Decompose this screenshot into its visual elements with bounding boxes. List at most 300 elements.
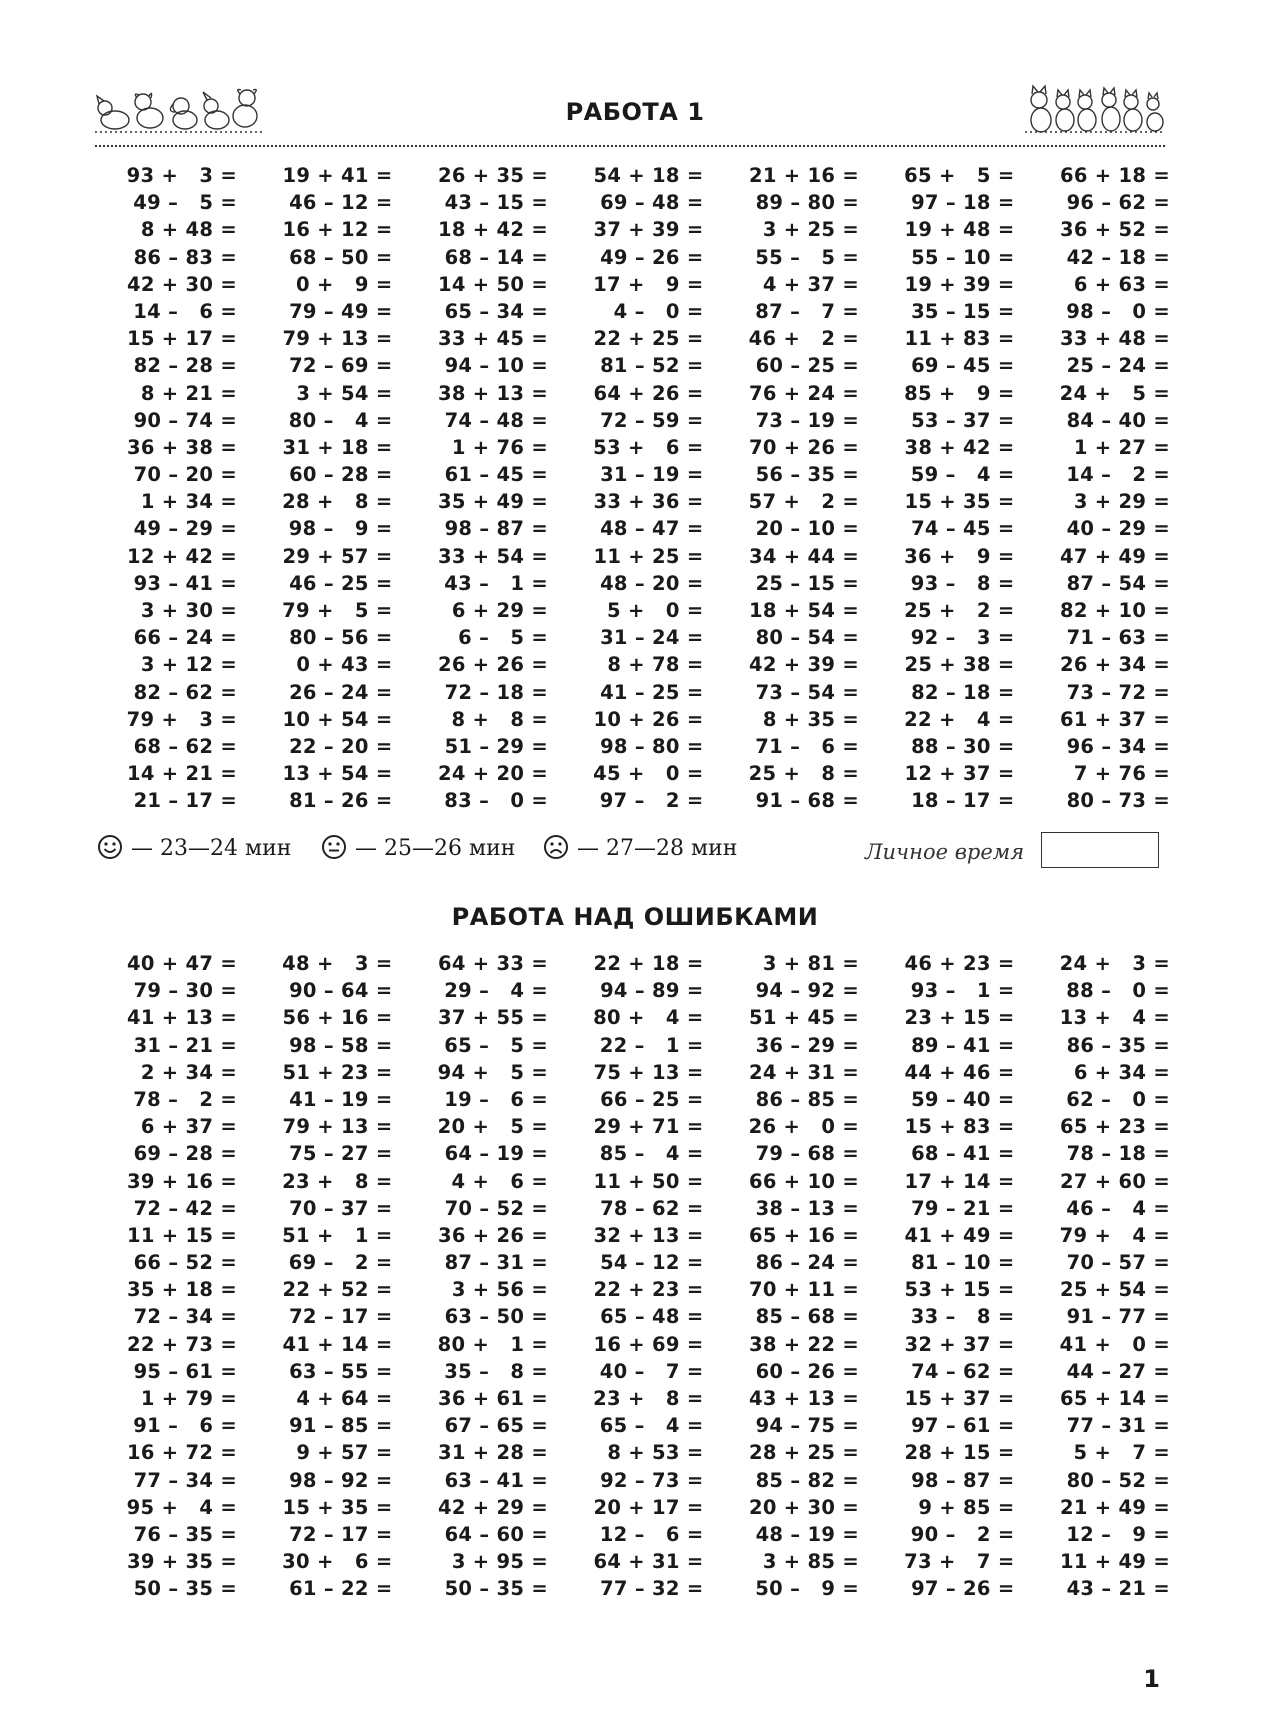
exercise: 10 + 26 = bbox=[593, 707, 704, 731]
exercise: 81 – 52 = bbox=[600, 354, 704, 378]
exercise: 68 – 50 = bbox=[289, 245, 393, 269]
exercise: 70 – 52 = bbox=[444, 1196, 548, 1220]
exercise: 97 – 2 = bbox=[599, 789, 704, 813]
exercise: 79 + 4 = bbox=[1059, 1223, 1170, 1247]
exercise: 85 – 82 = bbox=[755, 1468, 859, 1492]
exercise: 97 – 18 = bbox=[911, 191, 1015, 215]
exercise: 37 + 55 = bbox=[437, 1006, 548, 1030]
exercise: 20 + 5 = bbox=[437, 1115, 548, 1139]
exercise: 19 + 48 = bbox=[904, 218, 1015, 242]
exercise: 41 + 13 = bbox=[126, 1006, 237, 1030]
exercise: 22 + 73 = bbox=[126, 1332, 237, 1356]
exercise: 11 + 49 = bbox=[1059, 1550, 1170, 1574]
exercise: 15 + 35 = bbox=[904, 490, 1015, 514]
work1-column bbox=[97, 162, 237, 815]
exercise: 20 – 10 = bbox=[755, 517, 859, 541]
exercise: 3 + 85 = bbox=[762, 1550, 859, 1574]
exercise: 29 + 57 = bbox=[282, 544, 393, 568]
smile-face-icon bbox=[97, 834, 123, 860]
exercise: 12 – 9 = bbox=[1066, 1522, 1170, 1546]
exercise: 59 – 4 = bbox=[910, 463, 1015, 487]
exercise: 36 – 29 = bbox=[755, 1033, 859, 1057]
exercise: 8 + 78 = bbox=[607, 653, 704, 677]
exercise: 26 – 24 = bbox=[289, 680, 393, 704]
exercise: 14 – 2 = bbox=[1066, 463, 1170, 487]
exercise: 27 + 60 = bbox=[1059, 1169, 1170, 1193]
exercise: 59 – 40 = bbox=[911, 1087, 1015, 1111]
exercise: 82 – 28 = bbox=[133, 354, 237, 378]
exercise: 24 + 20 = bbox=[437, 762, 548, 786]
exercise: 14 + 50 = bbox=[437, 272, 548, 296]
exercise: 82 – 18 = bbox=[911, 680, 1015, 704]
exercise: 17 + 14 = bbox=[904, 1169, 1015, 1193]
exercise: 90 – 64 = bbox=[289, 979, 393, 1003]
exercise: 93 – 1 = bbox=[910, 979, 1015, 1003]
exercise: 33 + 36 = bbox=[593, 490, 704, 514]
exercise: 42 + 29 = bbox=[437, 1495, 548, 1519]
exercise: 46 + 23 = bbox=[904, 952, 1015, 975]
exercise: 61 – 22 = bbox=[289, 1577, 393, 1601]
exercise: 31 + 18 = bbox=[282, 435, 393, 459]
exercise: 33 – 8 = bbox=[910, 1305, 1015, 1329]
exercise: 46 – 4 = bbox=[1066, 1196, 1170, 1220]
exercise: 72 – 42 = bbox=[133, 1196, 237, 1220]
exercise: 50 – 35 = bbox=[444, 1577, 548, 1601]
exercise: 34 + 44 = bbox=[748, 544, 859, 568]
exercise: 42 + 39 = bbox=[748, 653, 859, 677]
exercise: 70 – 57 = bbox=[1066, 1251, 1170, 1275]
work-1-exercises bbox=[97, 162, 1170, 818]
exercise: 66 + 18 = bbox=[1059, 164, 1170, 187]
exercise: 31 – 21 = bbox=[133, 1033, 237, 1057]
exercise: 92 – 3 = bbox=[910, 626, 1015, 650]
exercise: 79 + 13 = bbox=[282, 327, 393, 351]
exercise: 92 – 73 = bbox=[600, 1468, 704, 1492]
exercise: 65 – 48 = bbox=[600, 1305, 704, 1329]
exercise: 86 – 24 = bbox=[755, 1251, 859, 1275]
errors-column bbox=[719, 950, 859, 1603]
exercise: 22 – 20 = bbox=[289, 734, 393, 758]
exercise: 78 – 62 = bbox=[600, 1196, 704, 1220]
exercise: 94 – 75 = bbox=[755, 1414, 859, 1438]
exercise: 73 – 19 = bbox=[755, 408, 859, 432]
exercise: 40 – 7 = bbox=[599, 1359, 704, 1383]
exercise: 48 – 20 = bbox=[600, 571, 704, 595]
exercise: 53 + 15 = bbox=[904, 1278, 1015, 1302]
exercise: 36 + 52 = bbox=[1059, 218, 1170, 242]
exercise: 66 + 10 = bbox=[748, 1169, 859, 1193]
exercise: 49 – 29 = bbox=[133, 517, 237, 541]
exercise: 25 + 54 = bbox=[1059, 1278, 1170, 1302]
exercise: 79 + 5 = bbox=[282, 599, 393, 622]
exercise: 6 + 34 = bbox=[1073, 1060, 1170, 1084]
exercise: 3 + 95 = bbox=[451, 1550, 548, 1574]
exercise: 80 – 4 = bbox=[288, 408, 393, 432]
exercise: 85 – 4 = bbox=[599, 1142, 704, 1166]
exercise: 64 + 33 = bbox=[437, 952, 548, 975]
exercise: 18 + 42 = bbox=[437, 218, 548, 242]
exercise: 51 + 1 = bbox=[282, 1223, 393, 1247]
exercise: 6 + 37 = bbox=[140, 1115, 237, 1139]
exercise: 89 – 41 = bbox=[911, 1033, 1015, 1057]
exercise: 46 – 25 = bbox=[289, 571, 393, 595]
exercise: 22 + 23 = bbox=[593, 1278, 704, 1302]
exercise: 68 – 14 = bbox=[444, 245, 548, 269]
exercise: 41 – 25 = bbox=[600, 680, 704, 704]
exercise: 86 – 35 = bbox=[1066, 1033, 1170, 1057]
exercise: 64 + 31 = bbox=[593, 1550, 704, 1574]
exercise: 44 – 27 = bbox=[1066, 1359, 1170, 1383]
exercise: 72 – 69 = bbox=[289, 354, 393, 378]
exercise: 65 + 16 = bbox=[748, 1223, 859, 1247]
work1-column bbox=[408, 162, 548, 815]
exercise: 96 – 62 = bbox=[1066, 191, 1170, 215]
exercise: 14 – 6 = bbox=[133, 299, 237, 323]
exercise: 25 – 15 = bbox=[755, 571, 859, 595]
exercise: 75 – 27 = bbox=[289, 1142, 393, 1166]
exercise: 89 – 80 = bbox=[755, 191, 859, 215]
exercise: 8 + 35 = bbox=[762, 707, 859, 731]
exercise: 98 – 80 = bbox=[600, 734, 704, 758]
exercise: 22 + 18 = bbox=[593, 952, 704, 975]
exercise: 90 – 2 = bbox=[910, 1522, 1015, 1546]
exercise: 51 + 45 = bbox=[748, 1006, 859, 1030]
exercise: 47 + 49 = bbox=[1059, 544, 1170, 568]
exercise: 4 + 37 = bbox=[762, 272, 859, 296]
exercise: 61 + 37 = bbox=[1059, 707, 1170, 731]
exercise: 9 + 85 = bbox=[918, 1495, 1015, 1519]
exercise: 39 + 16 = bbox=[126, 1169, 237, 1193]
exercise: 87 – 31 = bbox=[444, 1251, 548, 1275]
exercise: 5 + 7 = bbox=[1073, 1441, 1170, 1465]
exercise: 21 + 49 = bbox=[1059, 1495, 1170, 1519]
exercise: 98 – 87 = bbox=[444, 517, 548, 541]
exercise: 12 – 6 = bbox=[599, 1522, 704, 1546]
exercise: 44 + 46 = bbox=[904, 1060, 1015, 1084]
exercise: 57 + 2 = bbox=[748, 490, 859, 514]
exercise: 72 – 59 = bbox=[600, 408, 704, 432]
neutral-face-icon bbox=[321, 834, 347, 860]
exercise: 80 + 4 = bbox=[593, 1006, 704, 1030]
exercise: 97 – 61 = bbox=[911, 1414, 1015, 1438]
exercise: 93 – 41 = bbox=[133, 571, 237, 595]
exercise: 25 + 2 = bbox=[904, 599, 1015, 622]
exercise: 4 – 0 = bbox=[613, 299, 704, 323]
exercise: 45 + 0 = bbox=[593, 762, 704, 786]
exercise: 77 – 31 = bbox=[1066, 1414, 1170, 1438]
exercise: 36 + 9 = bbox=[904, 544, 1015, 568]
exercise: 65 + 14 = bbox=[1059, 1387, 1170, 1410]
exercise: 19 – 6 = bbox=[444, 1087, 548, 1111]
exercise: 36 + 38 = bbox=[126, 435, 237, 459]
exercise: 97 – 26 = bbox=[911, 1577, 1015, 1601]
exercise: 74 – 62 = bbox=[911, 1359, 1015, 1383]
timing-neutral: — 25—26 мин bbox=[355, 836, 516, 861]
exercise: 65 – 34 = bbox=[444, 299, 548, 323]
exercise: 48 + 3 = bbox=[282, 952, 393, 975]
exercise: 72 – 17 = bbox=[289, 1305, 393, 1329]
work1-column bbox=[564, 162, 704, 815]
exercise: 78 – 2 = bbox=[133, 1087, 237, 1111]
exercise: 0 + 43 = bbox=[296, 653, 393, 677]
exercise: 90 – 74 = bbox=[133, 408, 237, 432]
exercise: 82 + 10 = bbox=[1059, 599, 1170, 622]
exercise: 19 + 41 = bbox=[282, 164, 393, 187]
exercise: 4 + 6 = bbox=[451, 1169, 548, 1193]
exercise: 30 + 6 = bbox=[282, 1550, 393, 1574]
exercise: 22 – 1 = bbox=[599, 1033, 704, 1057]
exercise: 74 – 48 = bbox=[444, 408, 548, 432]
exercise: 15 + 83 = bbox=[904, 1115, 1015, 1139]
exercise: 77 – 32 = bbox=[600, 1577, 704, 1601]
exercise: 38 + 13 = bbox=[437, 381, 548, 405]
exercise: 74 – 45 = bbox=[911, 517, 1015, 541]
exercise: 62 – 0 = bbox=[1066, 1087, 1170, 1111]
sad-face-icon bbox=[543, 834, 569, 860]
exercise: 38 + 42 = bbox=[904, 435, 1015, 459]
exercise: 5 + 0 = bbox=[607, 599, 704, 622]
exercise: 68 – 62 = bbox=[133, 734, 237, 758]
exercise: 88 – 30 = bbox=[911, 734, 1015, 758]
exercise: 70 + 11 = bbox=[748, 1278, 859, 1302]
exercise: 28 + 25 = bbox=[748, 1441, 859, 1465]
exercise: 15 + 17 = bbox=[126, 327, 237, 351]
exercise: 69 – 2 = bbox=[288, 1251, 393, 1275]
exercise: 93 + 3 = bbox=[126, 164, 237, 187]
exercise: 31 – 19 = bbox=[600, 463, 704, 487]
exercise: 82 – 62 = bbox=[133, 680, 237, 704]
exercise: 98 – 9 = bbox=[288, 517, 393, 541]
work1-column bbox=[875, 162, 1015, 815]
exercise: 66 – 24 = bbox=[133, 626, 237, 650]
exercise: 41 + 0 = bbox=[1059, 1332, 1170, 1356]
exercise: 35 – 8 = bbox=[444, 1359, 548, 1383]
header-divider bbox=[95, 145, 1165, 147]
exercise: 79 + 13 = bbox=[282, 1115, 393, 1139]
exercise: 71 – 6 = bbox=[755, 734, 859, 758]
exercise: 16 + 72 = bbox=[126, 1441, 237, 1465]
exercise: 63 – 50 = bbox=[444, 1305, 548, 1329]
exercise: 3 + 12 = bbox=[140, 653, 237, 677]
exercise: 65 – 5 = bbox=[444, 1033, 548, 1057]
exercise: 69 – 28 = bbox=[133, 1142, 237, 1166]
exercise: 60 – 25 = bbox=[755, 354, 859, 378]
exercise: 81 – 26 = bbox=[289, 789, 393, 813]
exercise: 54 – 12 = bbox=[600, 1251, 704, 1275]
exercise: 18 + 54 = bbox=[748, 599, 859, 622]
exercise: 80 – 52 = bbox=[1066, 1468, 1170, 1492]
exercise: 60 – 28 = bbox=[289, 463, 393, 487]
exercise: 94 + 5 = bbox=[437, 1060, 548, 1084]
exercise: 63 – 55 = bbox=[289, 1359, 393, 1383]
exercise: 23 + 8 = bbox=[593, 1387, 704, 1410]
exercise: 25 + 8 = bbox=[748, 762, 859, 786]
exercise: 55 – 5 = bbox=[755, 245, 859, 269]
exercise: 80 – 54 = bbox=[755, 626, 859, 650]
exercise: 91 – 68 = bbox=[755, 789, 859, 813]
exercise: 24 + 31 = bbox=[748, 1060, 859, 1084]
exercise: 12 + 42 = bbox=[126, 544, 237, 568]
exercise: 37 + 39 = bbox=[593, 218, 704, 242]
exercise: 64 – 60 = bbox=[444, 1522, 548, 1546]
exercise: 3 + 81 = bbox=[762, 952, 859, 975]
exercise: 40 – 29 = bbox=[1066, 517, 1170, 541]
exercise: 50 – 9 = bbox=[755, 1577, 859, 1601]
errors-column bbox=[97, 950, 237, 1603]
exercise: 73 – 54 = bbox=[755, 680, 859, 704]
timing-good: — 23—24 мин bbox=[131, 836, 292, 861]
exercise: 1 + 27 = bbox=[1073, 435, 1170, 459]
personal-time-label: Личное время bbox=[865, 840, 1025, 864]
exercise: 81 – 10 = bbox=[911, 1251, 1015, 1275]
exercise: 70 + 26 = bbox=[748, 435, 859, 459]
exercise: 33 + 45 = bbox=[437, 327, 548, 351]
exercise: 26 + 0 = bbox=[748, 1115, 859, 1139]
exercise: 3 + 56 = bbox=[451, 1278, 548, 1302]
exercise: 39 + 35 = bbox=[126, 1550, 237, 1574]
exercise: 79 – 21 = bbox=[911, 1196, 1015, 1220]
exercise: 8 + 8 = bbox=[451, 707, 548, 731]
exercise: 65 – 4 = bbox=[599, 1414, 704, 1438]
exercise: 28 + 8 = bbox=[282, 490, 393, 514]
exercise: 76 – 35 = bbox=[133, 1522, 237, 1546]
exercise: 3 + 30 = bbox=[140, 599, 237, 622]
exercise: 23 + 8 = bbox=[282, 1169, 393, 1193]
exercise: 17 + 9 = bbox=[593, 272, 704, 296]
exercise: 9 + 57 = bbox=[296, 1441, 393, 1465]
exercise: 1 + 34 = bbox=[140, 490, 237, 514]
exercise: 91 – 77 = bbox=[1066, 1305, 1170, 1329]
exercise: 43 – 15 = bbox=[444, 191, 548, 215]
exercise: 75 + 13 = bbox=[593, 1060, 704, 1084]
exercise: 25 + 38 = bbox=[904, 653, 1015, 677]
exercise: 33 + 48 = bbox=[1059, 327, 1170, 351]
exercise: 95 – 61 = bbox=[133, 1359, 237, 1383]
exercise: 6 + 29 = bbox=[451, 599, 548, 622]
exercise: 94 – 10 = bbox=[444, 354, 548, 378]
exercise: 24 + 5 = bbox=[1059, 381, 1170, 405]
exercise: 11 + 83 = bbox=[904, 327, 1015, 351]
exercise: 79 – 30 = bbox=[133, 979, 237, 1003]
personal-time-input[interactable] bbox=[1041, 832, 1159, 868]
exercise: 49 – 26 = bbox=[600, 245, 704, 269]
exercise: 79 – 49 = bbox=[289, 299, 393, 323]
exercise: 65 + 23 = bbox=[1059, 1115, 1170, 1139]
exercise: 25 – 24 = bbox=[1066, 354, 1170, 378]
exercise: 35 – 15 = bbox=[911, 299, 1015, 323]
errors-column bbox=[408, 950, 548, 1603]
exercise: 87 – 7 = bbox=[755, 299, 859, 323]
exercise: 14 + 21 = bbox=[126, 762, 237, 786]
exercise: 23 + 15 = bbox=[904, 1006, 1015, 1030]
exercise: 36 + 61 = bbox=[437, 1387, 548, 1410]
exercise: 61 – 45 = bbox=[444, 463, 548, 487]
exercise: 56 – 35 = bbox=[755, 463, 859, 487]
exercise: 3 + 54 = bbox=[296, 381, 393, 405]
exercise: 26 + 35 = bbox=[437, 164, 548, 187]
exercise: 98 – 58 = bbox=[289, 1033, 393, 1057]
exercise: 87 – 54 = bbox=[1066, 571, 1170, 595]
exercise: 12 + 37 = bbox=[904, 762, 1015, 786]
exercise: 32 + 37 = bbox=[904, 1332, 1015, 1356]
exercise: 73 + 7 = bbox=[904, 1550, 1015, 1574]
exercise: 22 + 25 = bbox=[593, 327, 704, 351]
exercise: 11 + 15 = bbox=[126, 1223, 237, 1247]
exercise: 46 – 12 = bbox=[289, 191, 393, 215]
exercise: 85 + 9 = bbox=[904, 381, 1015, 405]
exercise: 29 + 71 = bbox=[593, 1115, 704, 1139]
exercise: 41 + 14 = bbox=[282, 1332, 393, 1356]
exercise: 21 – 17 = bbox=[133, 789, 237, 813]
exercise: 38 + 22 = bbox=[748, 1332, 859, 1356]
exercise: 48 – 47 = bbox=[600, 517, 704, 541]
exercise: 6 – 5 = bbox=[458, 626, 548, 650]
exercise: 18 – 17 = bbox=[911, 789, 1015, 813]
exercise: 10 + 54 = bbox=[282, 707, 393, 731]
work1-column bbox=[1030, 162, 1170, 815]
exercise: 77 – 34 = bbox=[133, 1468, 237, 1492]
exercise: 79 – 68 = bbox=[755, 1142, 859, 1166]
exercise: 21 + 16 = bbox=[748, 164, 859, 187]
exercise: 32 + 13 = bbox=[593, 1223, 704, 1247]
exercise: 50 – 35 = bbox=[133, 1577, 237, 1601]
exercise: 42 + 30 = bbox=[126, 272, 237, 296]
exercise: 51 – 29 = bbox=[444, 734, 548, 758]
exercise: 43 – 21 = bbox=[1066, 1577, 1170, 1601]
exercise: 38 – 13 = bbox=[755, 1196, 859, 1220]
exercise: 33 + 54 = bbox=[437, 544, 548, 568]
exercise: 80 – 73 = bbox=[1066, 789, 1170, 813]
exercise: 19 + 39 = bbox=[904, 272, 1015, 296]
exercise: 48 – 19 = bbox=[755, 1522, 859, 1546]
exercise: 68 – 41 = bbox=[911, 1142, 1015, 1166]
exercise: 94 – 92 = bbox=[755, 979, 859, 1003]
exercise: 28 + 15 = bbox=[904, 1441, 1015, 1465]
exercise: 98 – 87 = bbox=[911, 1468, 1015, 1492]
exercise: 63 – 41 = bbox=[444, 1468, 548, 1492]
exercise: 98 – 0 = bbox=[1066, 299, 1170, 323]
exercise: 41 – 19 = bbox=[289, 1087, 393, 1111]
exercise: 55 – 10 = bbox=[911, 245, 1015, 269]
exercise: 76 + 24 = bbox=[748, 381, 859, 405]
exercise: 8 + 53 = bbox=[607, 1441, 704, 1465]
timing-bad: — 27—28 мин bbox=[577, 836, 738, 861]
exercise: 94 – 89 = bbox=[600, 979, 704, 1003]
exercise: 72 – 17 = bbox=[289, 1522, 393, 1546]
errors-column bbox=[253, 950, 393, 1603]
exercise: 4 + 64 = bbox=[296, 1387, 393, 1410]
exercise: 91 – 6 = bbox=[133, 1414, 237, 1438]
timing-row bbox=[97, 832, 1167, 872]
exercise: 0 + 9 = bbox=[296, 272, 393, 296]
exercise: 93 – 8 = bbox=[910, 571, 1015, 595]
exercise: 42 – 18 = bbox=[1066, 245, 1170, 269]
exercise: 53 + 6 = bbox=[593, 435, 704, 459]
exercise: 96 – 34 = bbox=[1066, 734, 1170, 758]
exercise: 22 + 4 = bbox=[904, 707, 1015, 731]
exercise: 13 + 4 = bbox=[1059, 1006, 1170, 1030]
exercise: 16 + 12 = bbox=[282, 218, 393, 242]
exercise: 69 – 45 = bbox=[911, 354, 1015, 378]
page-number: 1 bbox=[1143, 1665, 1160, 1693]
exercise: 65 + 5 = bbox=[904, 164, 1015, 187]
exercise: 3 + 25 = bbox=[762, 218, 859, 242]
exercise: 35 + 18 = bbox=[126, 1278, 237, 1302]
exercise: 20 + 17 = bbox=[593, 1495, 704, 1519]
exercise: 98 – 92 = bbox=[289, 1468, 393, 1492]
exercise: 64 + 26 = bbox=[593, 381, 704, 405]
errors-column bbox=[875, 950, 1015, 1603]
